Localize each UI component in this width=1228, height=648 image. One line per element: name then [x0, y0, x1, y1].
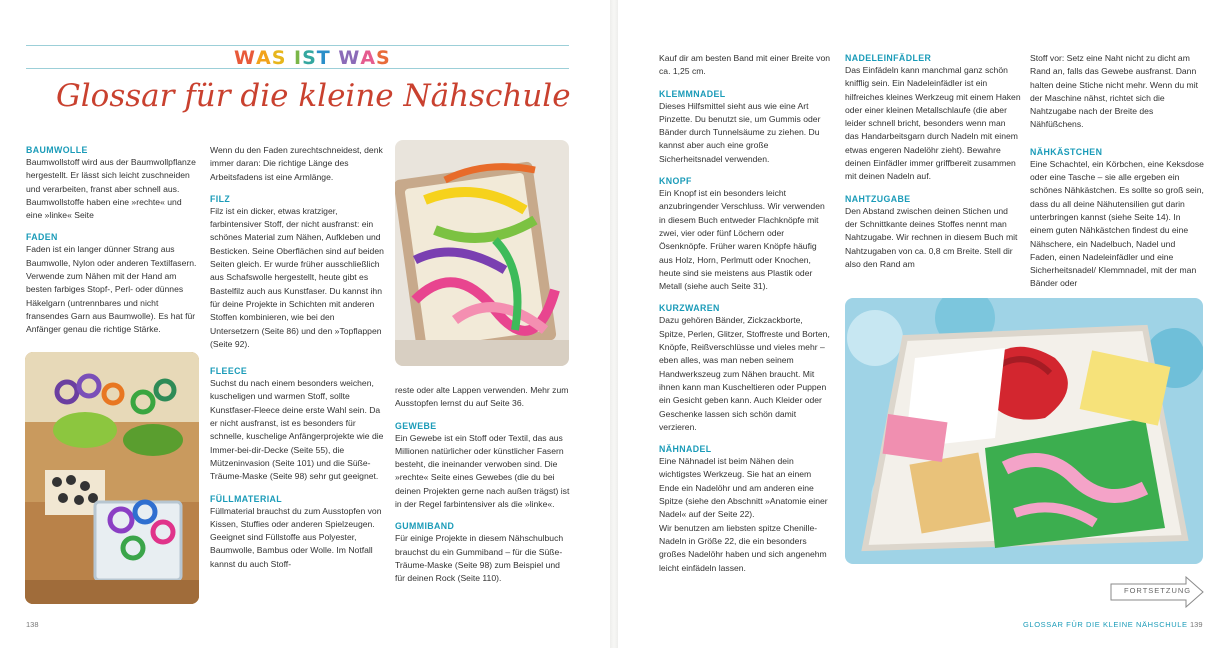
- text-naehnadel-2: Wir benutzen am liebsten spitze Chenille-Nadeln in Größe 22, die ein besonders großes Nadelöhr haben und sich angenehm leicht einfädeln lassen.: [659, 522, 827, 573]
- text-naehkaestchen: Eine Schachtel, ein Körbchen, eine Keksdose oder eine Tasche – sie alle ergeben ein schönes Nähkästchen. Es sollte so groß sein, dass du all deine Nähutensilien gut darin unterbringen kannst (siehe Seite 14). In einem guten Nähkästchen findest du eine Nähschere, ein Nadelbuch, Nadel und Faden, einen Nadeleinfädler und eine Sicherheitsnadel/ Klemmnadel, mit der man Bänder oder: [1030, 158, 1204, 289]
- page-title: Glossar für die kleine Nähschule: [56, 78, 571, 114]
- heading-klemmnadel: KLEMMNADEL: [659, 88, 726, 99]
- text-faden: Faden ist ein langer dünner Strang aus Baumwolle, Nylon oder anderen Textilfasern. Verwende zum Nähen mit der Hand am besten farbiges Stopf-, Perl- oder dünnes Häkelgarn (untrennbares und nicht fransendes Garn aus Baumwolle). Es hat für Anfänger genau die richtige Stärke.: [26, 244, 197, 335]
- book-gutter: [610, 0, 618, 648]
- kicker-letter: W: [234, 47, 256, 69]
- heading-filz: FILZ: [210, 193, 231, 204]
- kicker-letter: W: [338, 47, 361, 69]
- heading-nadeleinfaedler: NADELEINFÄDLER: [845, 53, 932, 63]
- heading-gummiband: GUMMIBAND: [395, 521, 455, 532]
- text-gummiband: Für einige Projekte in diesem Nähschulbuch brauchst du ein Gummiband – für die Süße-Träume-Maske (Seite 98) zum Beispiel und für deinen Rock (Seite 110).: [395, 533, 564, 584]
- continuation-label: FORTSETZUNG: [1124, 586, 1192, 595]
- text-fleece: Suchst du nach einem besonders weichen, kuscheligen und warmen Stoff, sollte Kunstfaser-Fleece deine erste Wahl sein. Da er nicht ausfranst, ist es besonders für schnelle, kuschelige Anfängerprojekte wie die Immer-bei-dir-Decke (Seite 55), die Mützeninvasion (Seite 101) und die Süße-Träume-Maske (Seite 98) sehr gut geeignet.: [210, 378, 384, 482]
- text-faden-cont: Wenn du den Faden zurechtschneidest, denk immer daran: Die richtige Länge des Arbeitsfadens ist eine Armlänge.: [210, 145, 383, 182]
- text-naehnadel: Eine Nähnadel ist beim Nähen dein wichtigstes Werkzeug. Sie hat an einem Ende ein Nadelöhr und am anderen eine Spitze (siehe den Abschnitt »Anatomie einer Nadel« auf der Seite 22).: [659, 456, 828, 520]
- kicker-letter: T: [316, 47, 331, 69]
- heading-naehkaestchen: NÄHKÄSTCHEN: [1030, 146, 1103, 157]
- heading-fleece: FLEECE: [210, 366, 248, 377]
- text-fuellmaterial: Füllmaterial brauchst du zum Ausstopfen von Kissen, Stuffies oder anderen Spielzeugen. Geeignet sind Füllstoffe aus Polyester, Baumwolle, Bambus oder Wolle. Im Notfall kannst du auch Stoff-: [210, 505, 382, 569]
- text-nahtzugabe-cont: Stoff vor: Setz eine Naht nicht zu dicht am Rand an, falls das Gewebe ausfranst. Dann halten deine Stiche nicht mehr. Wenn du mit der Maschine nähst, richtet sich die Nahtzugabe nach der Breite des Nähfüßchens.: [1030, 53, 1198, 130]
- text-klemmnadel: Dieses Hilfsmittel sieht aus wie eine Art Pinzette. Du benutzt sie, um Gummis oder Bänder durch Tunnelsäume zu ziehen. Du kannst aber auch eine große Sicherheitsnadel verwenden.: [659, 100, 821, 164]
- left-column-2: [210, 144, 386, 571]
- right-column-2: [845, 52, 1021, 271]
- heading-nahtzugabe: NAHTZUGABE: [845, 193, 911, 204]
- text-nahtzugabe: Den Abstand zwischen deinen Stichen und der Schnittkante deines Stoffes nennt man Nahtzugabe. Wir rechnen in diesem Buch mit Nahtzugaben von ca. 0,8 cm Breite. Stell dir also den Rand am: [845, 205, 1018, 269]
- heading-faden: FADEN: [26, 232, 58, 243]
- heading-gewebe: GEWEBE: [395, 420, 437, 431]
- heading-baumwolle: BAUMWOLLE: [26, 145, 88, 155]
- text-filz: Filz ist ein dicker, etwas kratziger, farbintensiver Stoff, der nicht ausfranst: ein schönes Material zum Nähen, Aufkleben und Besticken. Seine Oberflächen sind auf beiden Seiten gleich. Er wurde früher ausschließlich aus Schafswolle hergestellt, heute gibt es Bastelfilz auch aus Kunstfaser. Du kannst ihn für deine Projekte in Schichten mit anderen Stoffen kombinieren, wie bei den Untersetzern (Seite 86) und den »Topflappen (Seite 92).: [210, 205, 384, 349]
- text-kurzwaren: Dazu gehören Bänder, Zickzackborte, Spitze, Perlen, Glitzer, Stoffreste und Borten, Knöpfe, Reißverschlüsse und vieles mehr – eben alles, was man neben seinem Handwerkszeug zum Nähen braucht. Mit ihnen kann man Kuscheltieren oder Puppen ein Gesicht geben kann. Auch Kleider oder Geschenke lassen sich schön damit verzieren.: [659, 315, 830, 432]
- kicker-letter: S: [271, 47, 287, 69]
- kicker-letter: S: [302, 47, 317, 69]
- kicker-letter: [331, 47, 339, 69]
- page-number-left: 138: [26, 620, 39, 629]
- heading-knopf: KNOPF: [659, 176, 692, 187]
- heading-kurzwaren: KURZWAREN: [659, 303, 720, 314]
- text-gewebe: Ein Gewebe ist ein Stoff oder Textil, das aus Millionen natürlicher oder künstlicher Fasern besteht, die ineinander verwoben sind. Die »rechte« Seite eines Gewebes (die du bei deinen Projekten gerne nach außen trägst) ist in der Regel farbintensiver als die »linke«.: [395, 432, 570, 510]
- yarn-box-photo: [395, 140, 569, 366]
- text-fuell-cont: reste oder alte Lappen verwenden. Mehr zum Ausstopfen lernst du auf Seite 36.: [395, 385, 569, 409]
- kicker-letter: I: [294, 47, 303, 69]
- text-gummi-cont: Kauf dir am besten Band mit einer Breite von ca. 1,25 cm.: [659, 53, 831, 77]
- left-column-1: [26, 144, 198, 337]
- continuation-arrow: [1110, 576, 1204, 608]
- right-column-3: [1030, 52, 1204, 291]
- kicker-letter: S: [376, 47, 391, 69]
- heading-naehnadel: NÄHNADEL: [659, 444, 712, 455]
- fabric-basket-photo: [845, 298, 1203, 564]
- header-rule-top: [26, 45, 569, 46]
- page-number-right: 139: [1190, 620, 1203, 629]
- text-nadeleinfaedler: Das Einfädeln kann manchmal ganz schön knifflig sein. Ein Nadeleinfädler ist ein hilfreiches kleines Werkzeug mit einem Haken oder einer kleinen Metallschlaufe (die aber leider schnell bricht, besonders wenn man das Handarbeitsgarn durch Nadeln mit einem etwas engeren Nadelöhr zieht). Bewahre deinen Einfädler immer griffbereit zusammen mit deinen Nadeln auf.: [845, 65, 1021, 182]
- section-kicker: [234, 47, 391, 69]
- left-column-3: [395, 384, 571, 586]
- footer-title: GLOSSAR FÜR DIE KLEINE NÄHSCHULE: [1023, 620, 1188, 629]
- text-knopf: Ein Knopf ist ein besonders leicht anzubringender Verschluss. Wir verwenden in diesem Buch entweder Flachknöpfe mit zwei, vier oder fünf Löchern oder Ösenknöpfe. Früher waren Knöpfe häufig aus Holz, Horn, Perlmutt oder Knochen, heute sind sie meistens aus Plastik oder Metall (siehe auch Seite 31).: [659, 188, 825, 292]
- heading-fuellmaterial: FÜLLMATERIAL: [210, 493, 283, 504]
- kicker-letter: [286, 47, 294, 69]
- scissors-photo: [25, 352, 199, 604]
- right-column-1: [659, 52, 831, 575]
- kicker-letter: A: [255, 47, 272, 69]
- text-baumwolle: Baumwollstoff wird aus der Baumwollpflanze hergestellt. Er lässt sich leicht zuschneiden und verarbeiten, franst aber schnell aus. Baumwollstoffe haben eine »rechte« und eine »linke« Seite: [26, 157, 196, 221]
- kicker-letter: A: [360, 47, 377, 69]
